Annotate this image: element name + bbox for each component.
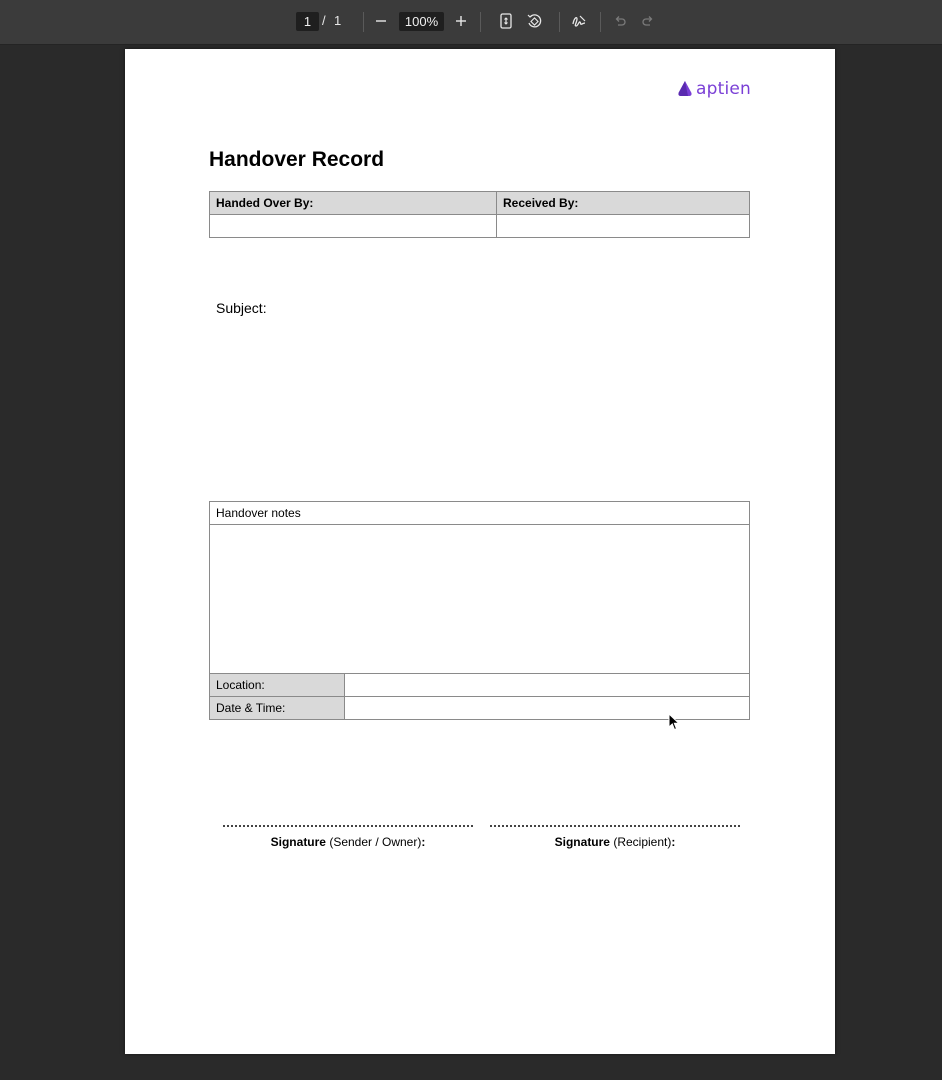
redo-button[interactable]	[638, 11, 658, 31]
signature-caption: Signature (Sender / Owner):	[270, 835, 426, 849]
signature-caption: Signature (Recipient):	[554, 835, 676, 849]
document-title: Handover Record	[209, 148, 385, 171]
current-page-input[interactable]: 1	[296, 12, 319, 31]
handed-over-by-field[interactable]	[210, 215, 497, 238]
zoom-in-button[interactable]	[451, 11, 471, 31]
undo-button[interactable]	[610, 11, 630, 31]
location-label: Location:	[210, 674, 345, 697]
plus-icon	[455, 15, 467, 27]
toolbar-divider	[363, 12, 364, 32]
zoom-out-button[interactable]	[371, 11, 391, 31]
pdf-toolbar	[0, 0, 942, 45]
page-fit-icon	[499, 13, 513, 29]
fit-page-button[interactable]	[496, 11, 516, 31]
subject-label: Subject:	[216, 300, 267, 316]
received-by-label: Received By:	[497, 192, 750, 215]
date-time-label: Date & Time:	[210, 697, 345, 720]
mouse-cursor-icon	[668, 713, 680, 736]
toolbar-divider	[559, 12, 560, 32]
draw-signature-button[interactable]	[569, 11, 589, 31]
pdf-page	[125, 49, 835, 1054]
signature-line	[490, 823, 740, 827]
logo-text: aptien	[696, 79, 752, 99]
page-separator: /	[322, 13, 326, 28]
received-by-field[interactable]	[497, 215, 750, 238]
redo-icon	[641, 14, 655, 28]
handover-notes-table	[209, 501, 750, 720]
minus-icon	[375, 15, 387, 27]
aptien-logo	[677, 78, 751, 100]
logo-mark-icon	[677, 80, 693, 98]
undo-icon	[613, 14, 627, 28]
handover-notes-field[interactable]	[210, 525, 750, 674]
signature-line	[223, 823, 473, 827]
date-time-field[interactable]	[345, 697, 750, 720]
sender-signature-block	[223, 823, 473, 849]
toolbar-divider	[600, 12, 601, 32]
rotate-icon	[526, 13, 542, 29]
location-field[interactable]	[345, 674, 750, 697]
total-pages: 1	[334, 13, 342, 28]
signature-icon	[571, 13, 587, 29]
handed-over-by-label: Handed Over By:	[210, 192, 497, 215]
handover-parties-table	[209, 191, 750, 238]
toolbar-divider	[480, 12, 481, 32]
recipient-signature-block	[490, 823, 740, 849]
zoom-level-input[interactable]: 100%	[399, 12, 444, 31]
document-viewer[interactable]	[0, 46, 942, 1080]
rotate-button[interactable]	[524, 11, 544, 31]
handover-notes-label: Handover notes	[210, 502, 750, 525]
